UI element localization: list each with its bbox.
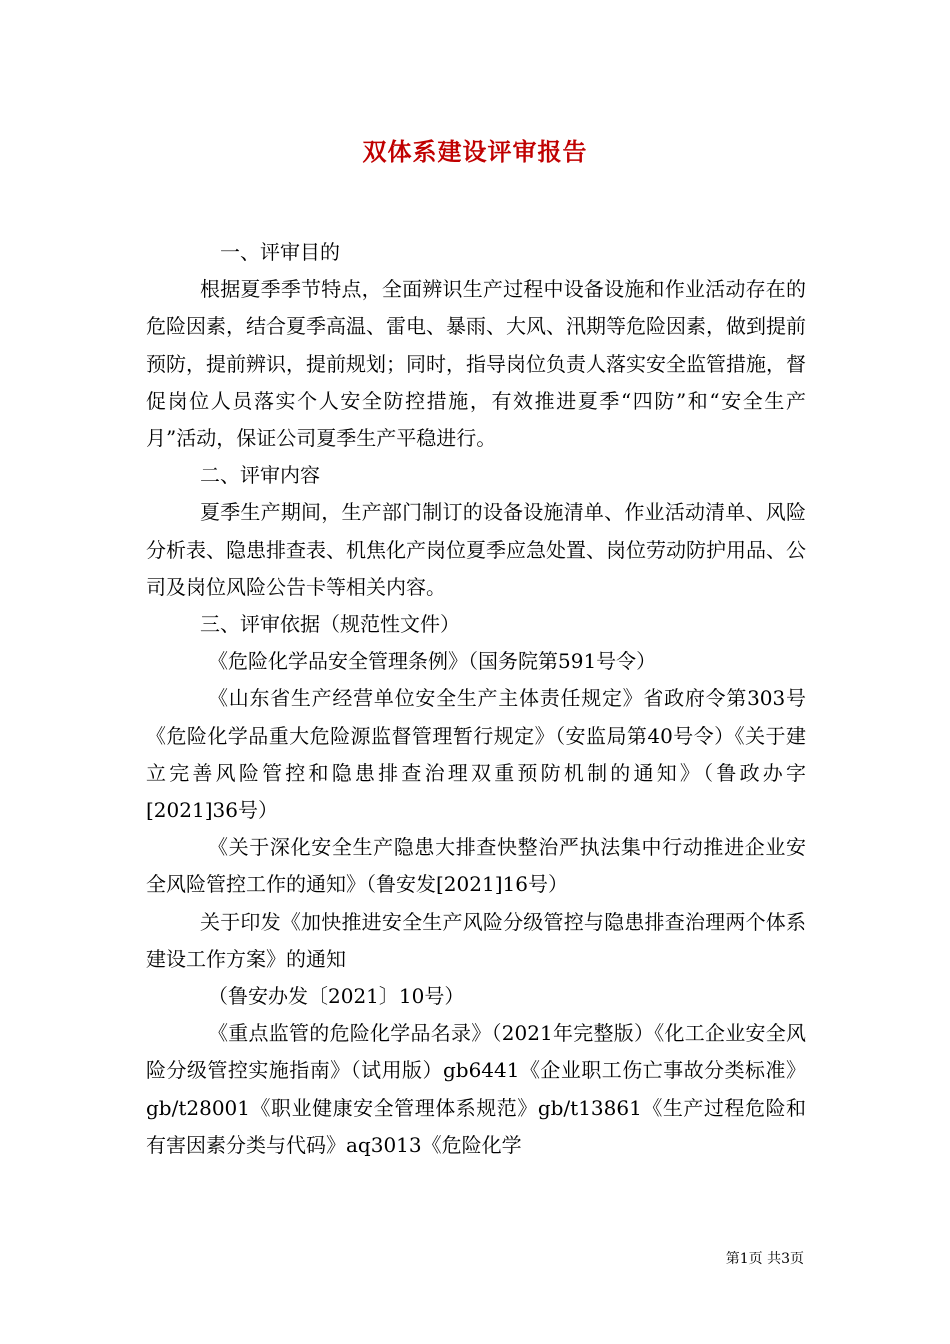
document-body	[146, 234, 806, 1164]
paragraph-basis-1: 《危险化学品安全管理条例》（国务院第591号令）	[208, 649, 657, 674]
paragraph-basis-6: 《重点监管的危险化学品名录》（2021年完整版）《化工企业安全风险分级管控实施指南》（试用版）gb6441《企业职工伤亡事故分类标准》gb/t28001《职业健康安全管理体系规范》gb/t13861《生产过程危险和有害因素分类与代码》aq3013《危险化学	[146, 1021, 806, 1157]
paragraph-purpose: 根据夏季季节特点，全面辨识生产过程中设备设施和作业活动存在的危险因素，结合夏季高温、雷电、暴雨、大风、汛期等危险因素，做到提前预防，提前辨识，提前规划；同时，指导岗位负责人落实安全监管措施，督促岗位人员落实个人安全防控措施，有效推进夏季“四防”和“安全生产月”活动，保证公司夏季生产平稳进行。	[146, 277, 806, 451]
paragraph-basis-3: 《关于深化安全生产隐患大排查快整治严执法集中行动推进企业安全风险管控工作的通知》（鲁安发[2021]16号）	[146, 835, 806, 897]
page-number-footer: 第1页 共3页	[725, 1251, 804, 1267]
paragraph-basis-2: 《山东省生产经营单位安全生产主体责任规定》省政府令第303号《危险化学品重大危险源监督管理暂行规定》（安监局第40号令）《关于建立完善风险管控和隐患排查治理双重预防机制的通知》（鲁政办字[2021]36号）	[146, 686, 806, 823]
paragraph-basis-4: 关于印发《加快推进安全生产风险分级管控与隐患排查治理两个体系建设工作方案》的通知	[146, 909, 806, 971]
section-heading-purpose: 一、评审目的	[220, 240, 340, 264]
paragraph-basis-5: （鲁安办发〔2021〕10号）	[208, 984, 465, 1009]
document-title: 双体系建设评审报告	[362, 137, 588, 166]
paragraph-content: 夏季生产期间，生产部门制订的设备设施清单、作业活动清单、风险分析表、隐患排查表、机焦化产岗位夏季应急处置、岗位劳动防护用品、公司及岗位风险公告卡等相关内容。	[146, 500, 806, 599]
section-heading-basis: 三、评审依据（规范性文件）	[200, 612, 460, 637]
section-heading-content: 二、评审内容	[200, 463, 320, 488]
